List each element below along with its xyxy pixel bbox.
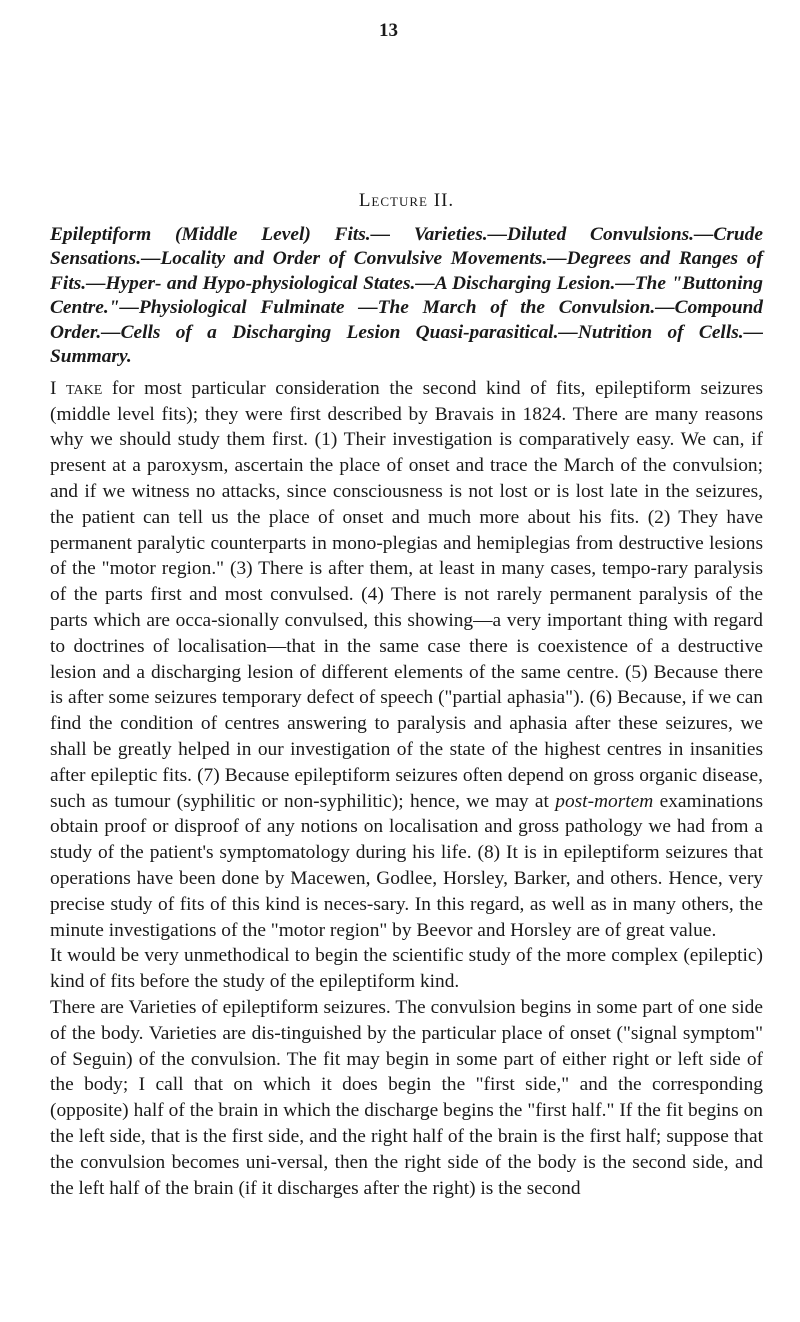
page-number: 13 <box>379 20 398 41</box>
paragraph-3 <box>50 995 763 1201</box>
chapter-summary: Epileptiform (Middle Level) Fits.— Varieties.—Diluted Convulsions.—Crude Sensations.—Locality and Order of Convulsive Movements.—Degrees and Ranges of Fits.—Hyper- and Hypo-physiological States.—A Discharging Lesion.—The "Buttoning Centre."—Physiological Fulminate —The March of the Convulsion.—Compound Order.—Cells of a Discharging Lesion Quasi-parasitical.—Nutrition of Cells.—Summary. <box>50 223 763 368</box>
text-column <box>50 190 763 1201</box>
paragraph-italic-term: post-mortem <box>555 790 654 812</box>
paragraph-text: It would be very unmethodical to begin the scientific study of the more complex (epileptic) kind of fits before the study of the epileptiform kind. <box>50 945 763 993</box>
paragraph-lead: I take <box>50 377 103 399</box>
paragraph-2 <box>50 943 763 995</box>
paragraph-text: There are Varieties of epileptiform seizures. The convulsion begins in some part of one side of the body. Varieties are dis-tinguished by the particular place of onset ("signal symptom" of Seguin) of the convulsion. The fit may begin in some part of either right or left side of the body; I call that on which it does begin the "first side," and the corresponding (opposite) half of the brain in which the discharge begins the "first half." If the fit begins on the left side, that is the first side, and the right half of the brain is the first half; suppose that the convulsion becomes uni-versal, then the right side of the body is the second side, and the left half of the brain (if it discharges after the right) is the second <box>50 996 763 1199</box>
paragraph-1 <box>50 376 763 944</box>
lecture-heading: Lecture II. <box>358 190 455 211</box>
paragraph-text: for most particular consideration the second kind of fits, epileptiform seizures (middle level fits); they were first described by Bravais in 1824. There are many reasons why we should study them first. (1) Their investigation is comparatively easy. We can, if present at a paroxysm, ascertain the place of onset and trace the March of the convulsion; and if we witness no attacks, since consciousness is not lost or is lost late in the seizures, the patient can tell us the place of onset and much more about his fits. (2) They have permanent paralytic counterparts in mono-plegias and hemiplegias from destructive lesions of the "motor region." (3) There is after them, at least in many cases, tempo-rary paralysis of the parts first and most convulsed. (4) There is not rarely permanent paralysis of the parts which are occa-sionally convulsed, this showing—a very important thing with regard to doctrines of localisation—that in the same case there is coexistence of a destructive lesion and a discharging lesion of different elements of the same centre. (5) Because there is after some seizures temporary defect of speech ("partial aphasia"). (6) Because, if we can find the condition of centres answering to paralysis and aphasia after these seizures, we shall be greatly helped in our investigation of the state of the highest centres in insanities after epileptic fits. (7) Because epileptiform seizures often depend on gross organic disease, such as tumour (syphilitic or non-syphilitic); hence, we may at <box>50 377 763 812</box>
paragraph-text: examinations obtain proof or disproof of any notions on localisation and gross pathology we had from a study of the patient's symptomatology during his life. (8) It is in epileptiform seizures that operations have been done by Macewen, Godlee, Horsley, Barker, and others. Hence, very precise study of fits of this kind is neces-sary. In this regard, as well as in many others, the minute investigations of the "motor region" by Beevor and Horsley are of great value. <box>50 790 763 941</box>
